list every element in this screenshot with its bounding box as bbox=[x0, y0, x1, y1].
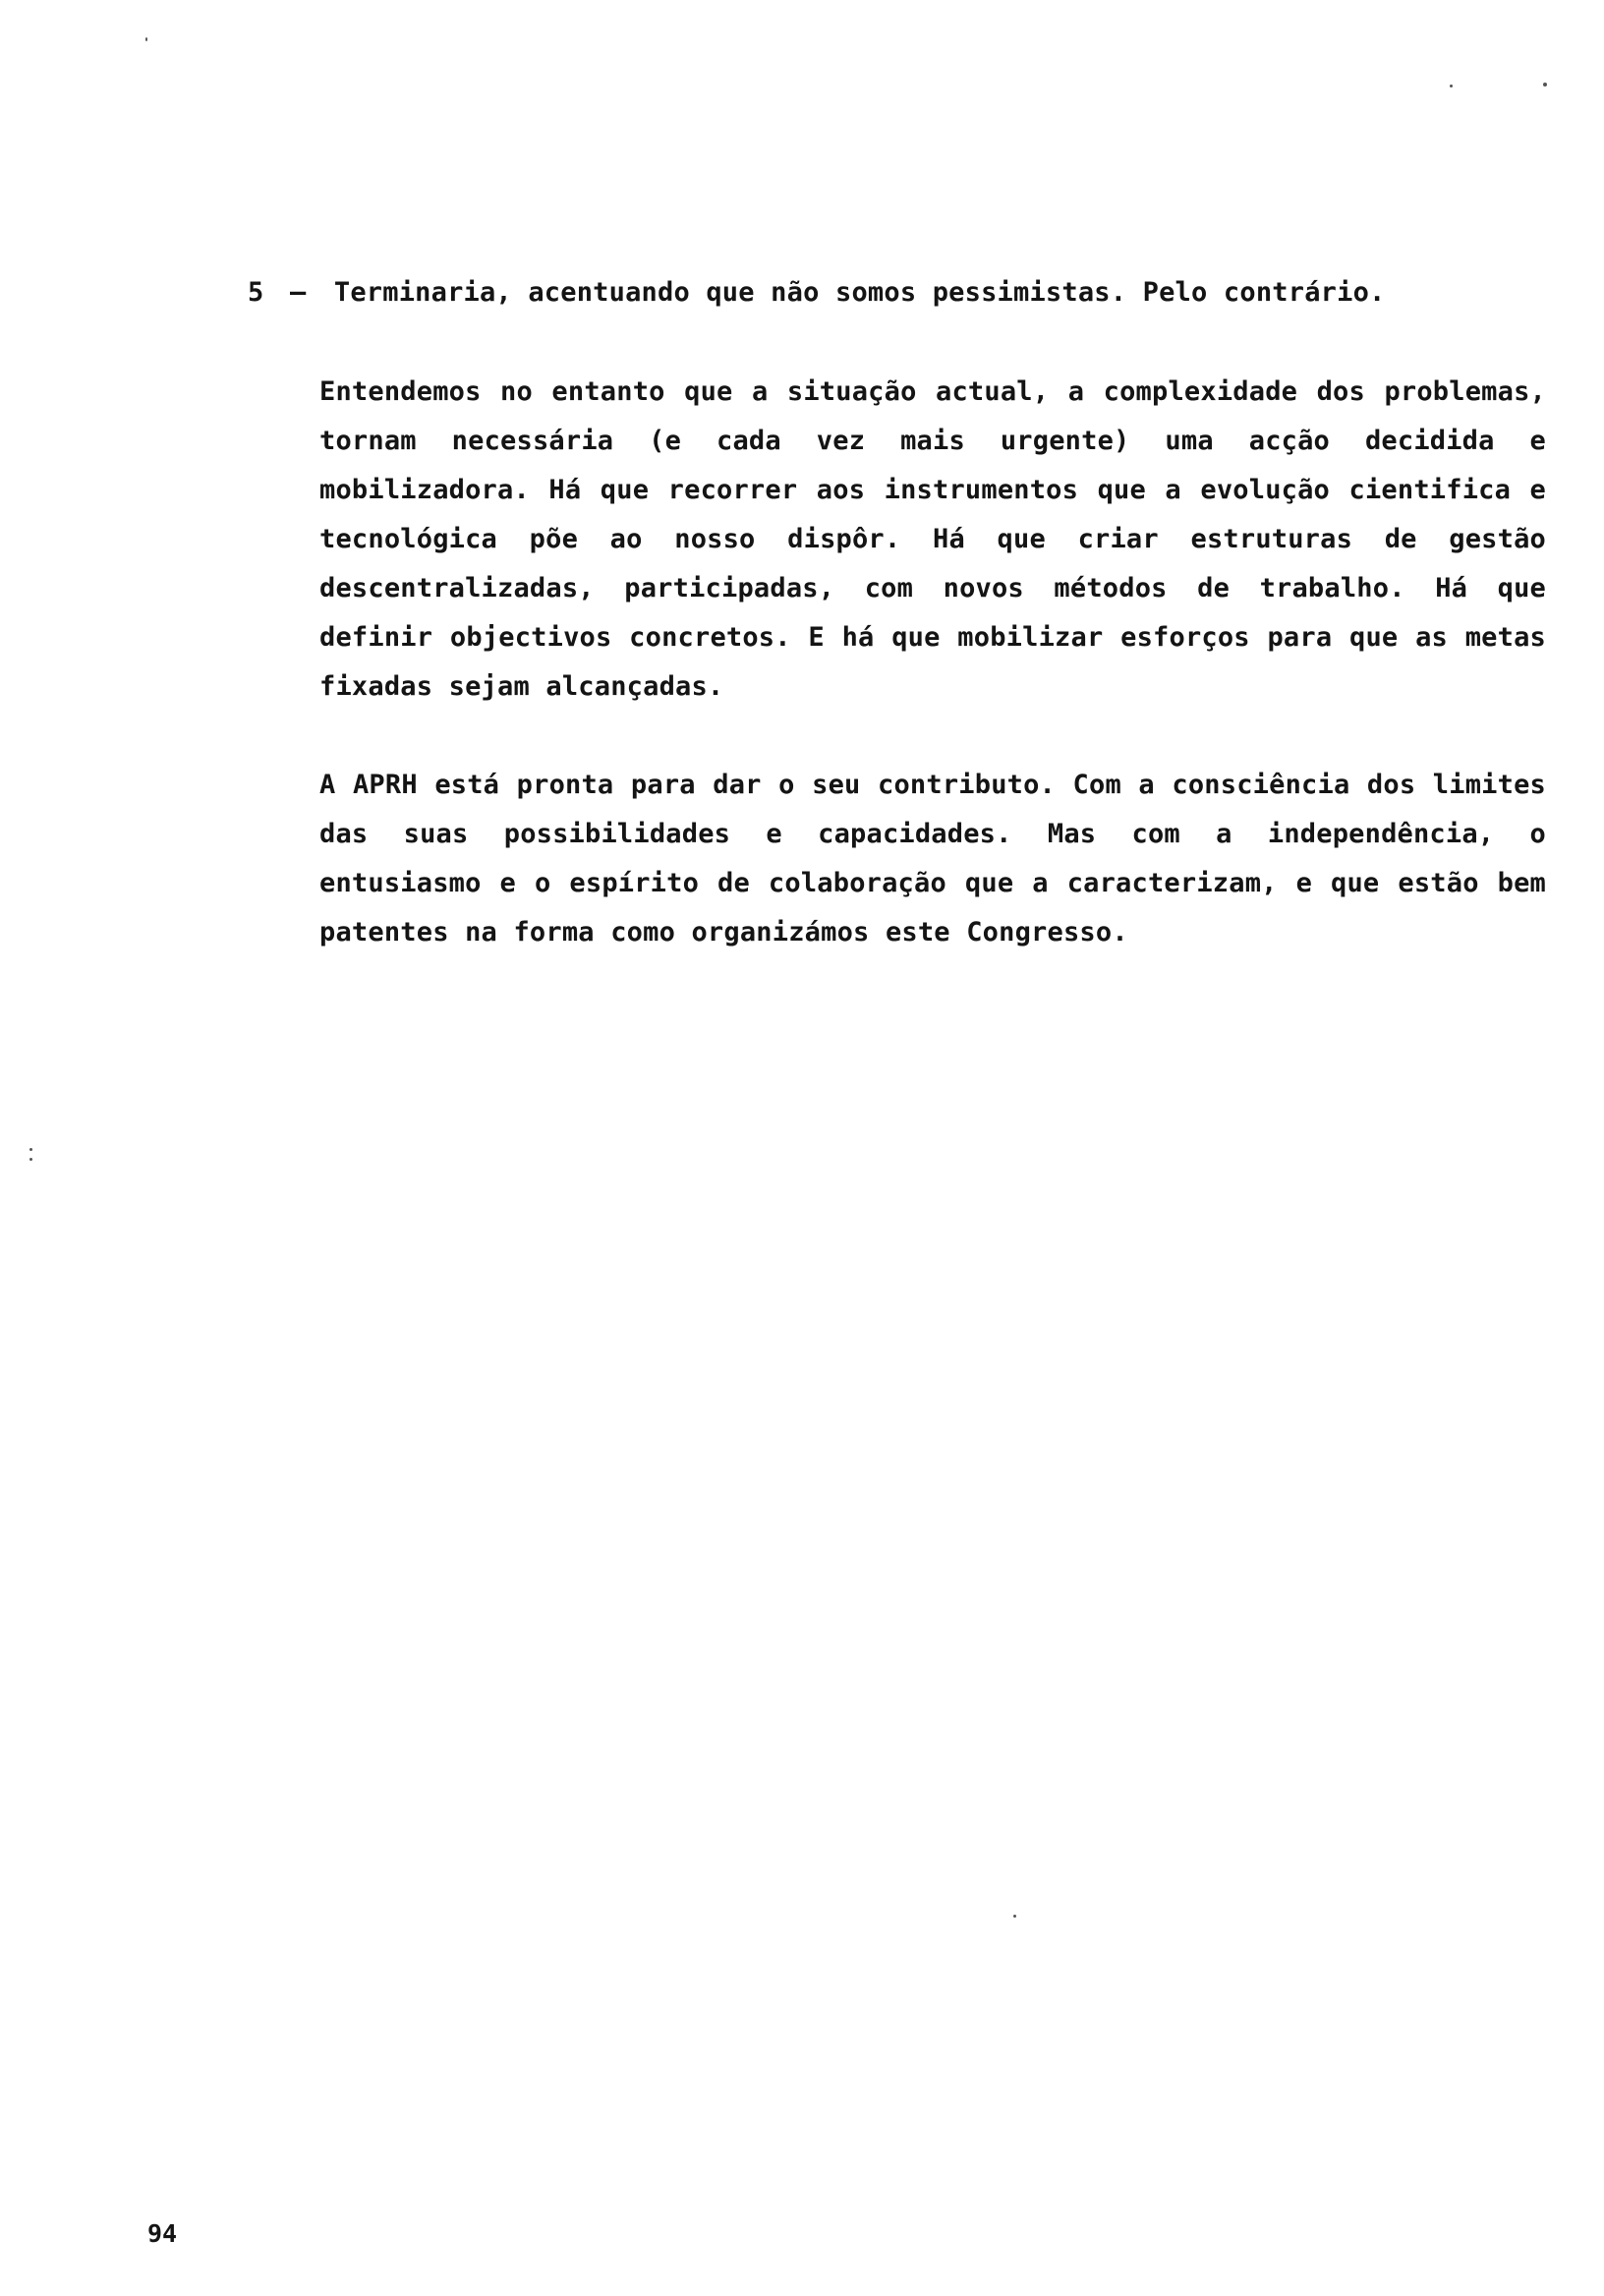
scan-speck bbox=[1543, 83, 1547, 86]
page-number: 94 bbox=[147, 2219, 178, 2248]
paragraph-1: Entendemos no entanto que a situação actual, a complexidade dos problemas, tornam necessária (e cada vez mais urgente) uma acção decidida e mobilizadora. Há que recorrer aos instrumentos que a evolução cientifica e tecnológica põe ao nosso dispôr. Há que criar estruturas de gestão descentralizadas, participadas, com novos métodos de trabalho. Há que definir objectivos concretos. E há que mobilizar esforços para que as metas fixadas sejam alcançadas. bbox=[319, 376, 1546, 702]
section-heading bbox=[248, 273, 1385, 313]
section-number: 5 bbox=[248, 277, 264, 308]
scan-speck bbox=[1450, 85, 1453, 87]
section-dash: – bbox=[289, 277, 307, 308]
paragraph-2: A APRH está pronta para dar o seu contributo. Com a consciência dos limites das suas possibilidades e capacidades. Mas com a independência, o entusiasmo e o espírito de colaboração que a caracterizam, e que estão bem patentes na forma como organizámos este Congresso. bbox=[319, 770, 1546, 947]
scan-speck bbox=[1013, 1915, 1016, 1918]
section-text: Terminaria, acentuando que não somos pessimistas. Pelo contrário. bbox=[333, 277, 1386, 308]
scan-speck bbox=[145, 37, 147, 41]
scan-speck bbox=[29, 1148, 32, 1151]
scan-speck bbox=[29, 1158, 32, 1161]
